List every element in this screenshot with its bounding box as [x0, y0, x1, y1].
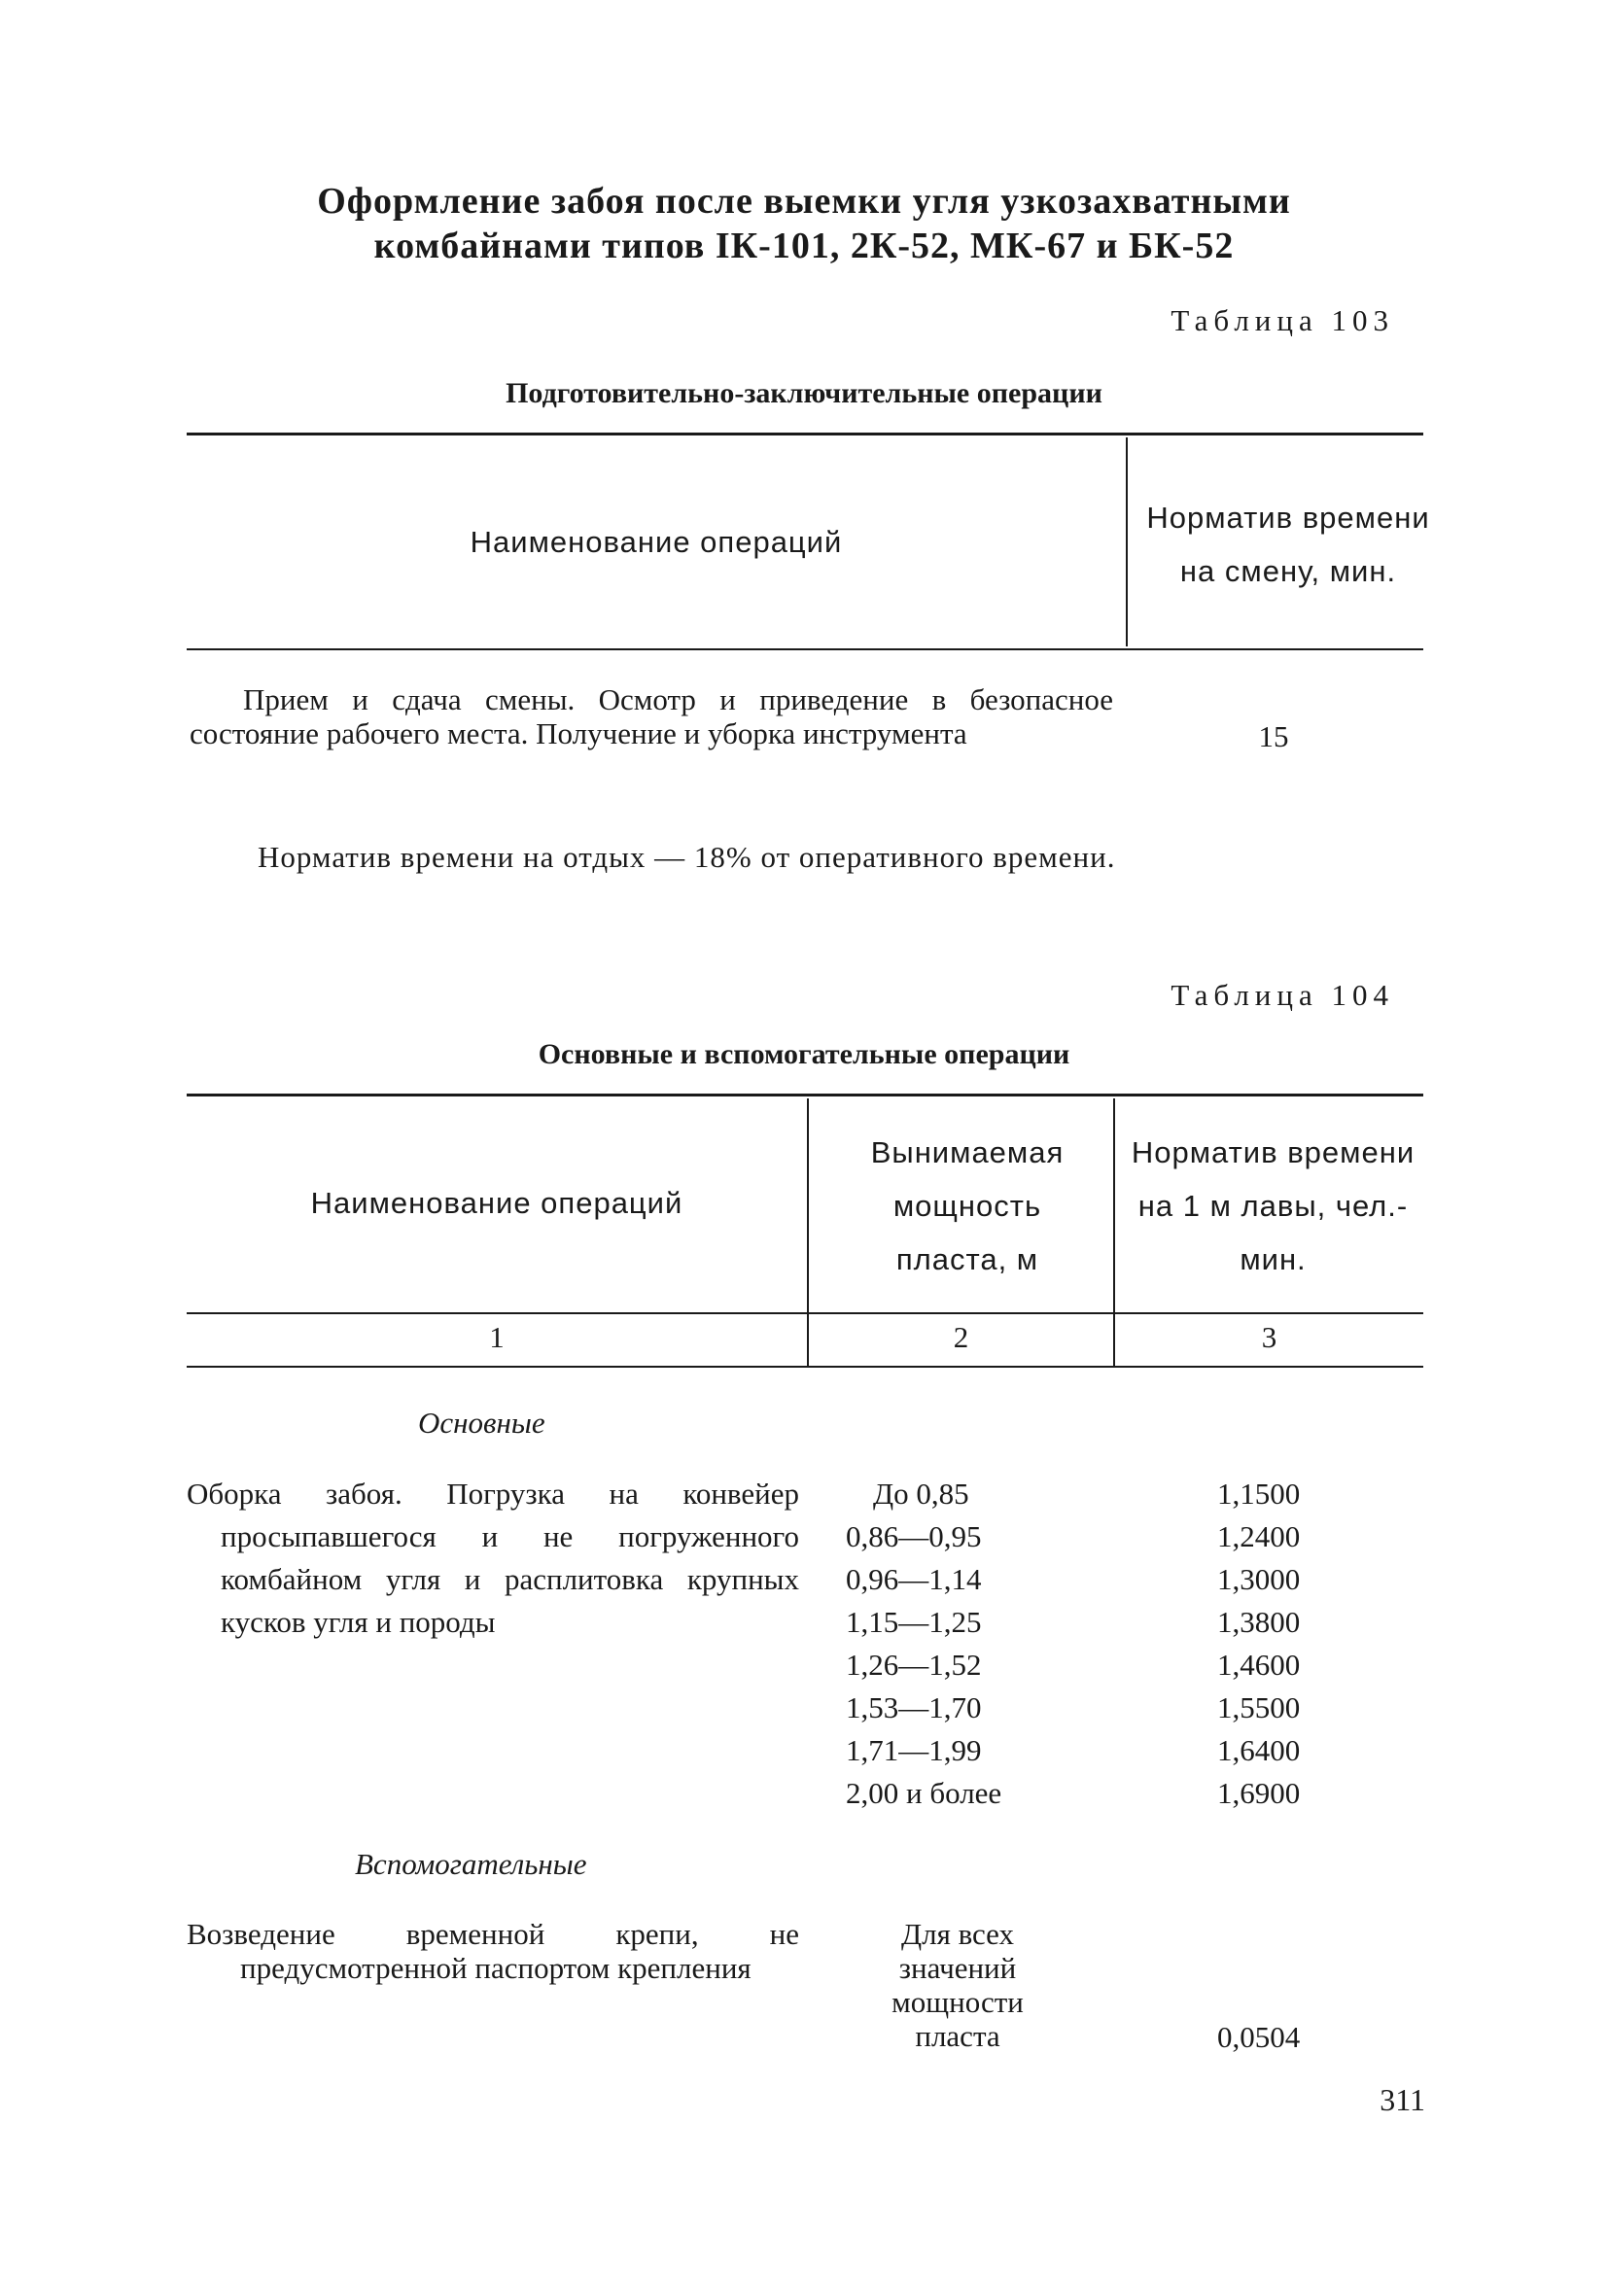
- table-103-column-divider: [1126, 437, 1128, 646]
- thickness-value: 2,00 и более: [846, 1776, 1002, 1810]
- thickness-value: 1,26—1,52: [846, 1648, 982, 1682]
- page-number: 311: [1380, 2082, 1425, 2117]
- rest-time-note: Норматив времени на отдых — 18% от оперативного времени.: [258, 840, 1116, 874]
- norm-value: 1,3000: [1217, 1562, 1301, 1596]
- table-104-column-number-1: 1: [489, 1320, 505, 1354]
- title-line-1: Оформление забоя после выемки угля узкозахватными: [317, 181, 1291, 222]
- table-103-header-operation: Наименование операций: [470, 525, 843, 559]
- thickness-value: 1,71—1,99: [846, 1733, 982, 1767]
- thickness-value: До 0,85: [873, 1477, 969, 1511]
- table-104-label: Таблица 104: [1171, 978, 1394, 1012]
- norm-value: 1,2400: [1217, 1519, 1301, 1553]
- thickness-value: 1,15—1,25: [846, 1605, 982, 1639]
- table-104-column-number-3: 3: [1261, 1320, 1277, 1354]
- table-103-header-norm: Норматив времени на смену, мин.: [1146, 501, 1430, 588]
- table-104-number-rule: [187, 1366, 1423, 1368]
- table-103-top-rule: [187, 433, 1423, 435]
- page-title: [146, 179, 1462, 268]
- table-104-header-thickness: Вынимаемая мощность пласта, м: [870, 1134, 1065, 1276]
- section-label-auxiliary: Вспомогательные: [355, 1847, 587, 1881]
- norm-value: 1,3800: [1217, 1605, 1301, 1639]
- title-line-2: комбайнами типов IК-101, 2К-52, МК-67 и БК-52: [373, 226, 1235, 266]
- table-103-subtitle: Подготовительно-заключительные операции: [506, 377, 1102, 409]
- table-103-label: Таблица 103: [1171, 303, 1394, 337]
- thickness-value: 0,96—1,14: [846, 1562, 982, 1596]
- norm-value: 1,6900: [1217, 1776, 1301, 1810]
- table-104-header-operation: Наименование операций: [310, 1186, 683, 1220]
- norm-value: 1,6400: [1217, 1733, 1301, 1767]
- norm-value: 1,1500: [1217, 1477, 1301, 1511]
- norm-value: 1,4600: [1217, 1648, 1301, 1682]
- table-104-column-number-2: 2: [953, 1320, 969, 1354]
- table-103-row-norm: 15: [1258, 719, 1289, 753]
- thickness-value: 1,53—1,70: [846, 1690, 982, 1724]
- section-label-main: Основные: [418, 1406, 545, 1440]
- table-103-header-rule: [187, 648, 1423, 650]
- main-norm-list: [1217, 1473, 1300, 1815]
- auxiliary-norm-value: 0,0504: [1217, 2020, 1301, 2054]
- main-thickness-list: [846, 1473, 1001, 1815]
- auxiliary-operation-text: Возведение временной крепи, не предусмотренной паспортом крепления: [187, 1917, 799, 1985]
- thickness-value: 0,86—0,95: [846, 1519, 982, 1553]
- auxiliary-thickness-line: пласта: [915, 2019, 1000, 2053]
- main-operation-text: Оборка забоя. Погрузка на конвейер просыпавшегося и не погруженного комбайном угля и расплитовка крупных кусков угля и породы: [187, 1477, 799, 1639]
- auxiliary-thickness-text: [846, 1917, 1069, 2053]
- auxiliary-thickness-line: значений: [898, 1951, 1017, 1985]
- table-103-row-operation: Прием и сдача смены. Осмотр и приведение в безопасное состояние рабочего места. Получение и уборка инструмента: [190, 682, 1113, 750]
- table-104-header-norm: Норматив времени на 1 м лавы, чел.-мин.: [1131, 1134, 1416, 1276]
- table-104-subtitle: Основные и вспомогательные операции: [538, 1038, 1070, 1070]
- table-104-top-rule: [187, 1094, 1423, 1096]
- table-104-header-rule: [187, 1312, 1423, 1314]
- norm-value: 1,5500: [1217, 1690, 1301, 1724]
- auxiliary-thickness-line: мощности: [891, 1985, 1024, 2019]
- auxiliary-thickness-line: Для всех: [900, 1917, 1015, 1951]
